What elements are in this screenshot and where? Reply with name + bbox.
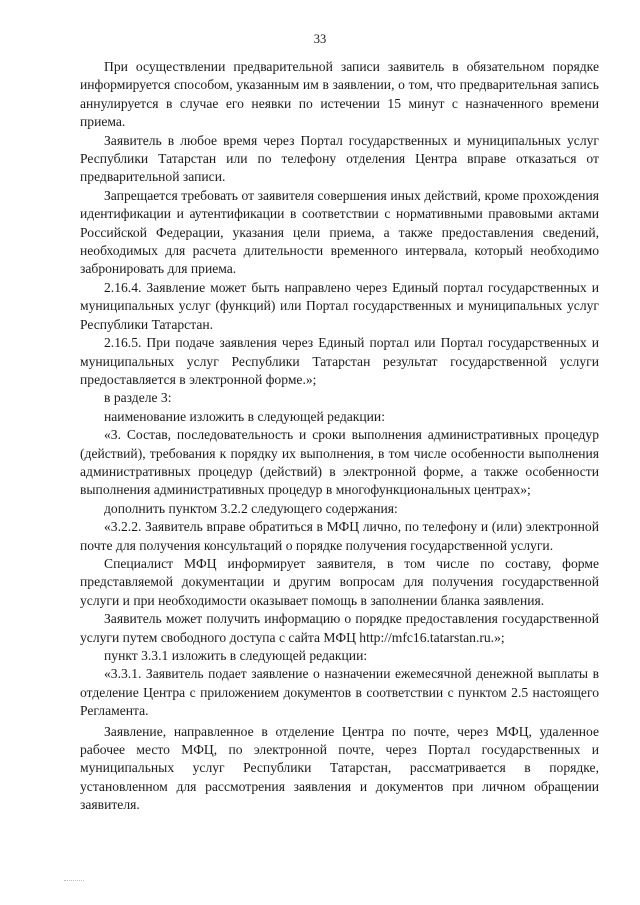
paragraph-section-3: в разделе 3: — [104, 390, 172, 406]
paragraph-3-3-1-instruction: пункт 3.3.1 изложить в следующей редакции: — [104, 648, 368, 663]
paragraph-mfc-website: Заявитель может получить информацию о порядке предоставления государственной услуги путем свободного доступа с сайта МФЦ http://mfc16.tatarstan.ru.»; — [80, 611, 599, 645]
paragraph-2-16-4: 2.16.4. Заявление может быть направлено через Единый портал государственных и муниципальных услуг (функций) или Портал государственных и муниципальных услуг Республики Татарстан. — [80, 279, 599, 332]
paragraph-mfc-specialist: Специалист МФЦ информирует заявителя, в том числе по составу, форме представляемой документации и другим вопросам для получения государственной услуги и при необходимости оказывает помощь в заполнении бланка заявления. — [80, 555, 599, 608]
paragraph-heading-instruction: наименование изложить в следующей редакции: — [104, 408, 385, 424]
paragraph-preliminary-record: При осуществлении предварительной записи заявитель в обязательном порядке информируется способом, указанным им в заявлении, о том, что предварительная запись аннулируется в случае его неявки по истечении 15 минут с назначенного времени приема. — [80, 59, 599, 130]
paragraph-cancel-record: Заявитель в любое время через Портал государственных и муниципальных услуг Республики Татарстан или по телефону отделения Центра вправе отказаться от предварительной записи. — [80, 132, 599, 185]
paragraph-prohibition: Запрещается требовать от заявителя совершения иных действий, кроме прохождения идентификации и аутентификации в соответствии с нормативными правовыми актами Российской Федерации, указания цели приема, а также предоставления сведений, необходимых для расчета длительности временного интервала, который необходимо забронировать для приема. — [80, 187, 599, 277]
scan-artifact — [64, 880, 84, 884]
page-number: 33 — [313, 32, 327, 46]
paragraph-section-3-title: «3. Состав, последовательность и сроки выполнения административных процедур (действий), требования к порядку их выполнения, в том числе особенности выполнения административных процедур (действий) в электронной форме, а также особенности выполнения административных процедур в многофункциональных центрах»; — [80, 427, 599, 498]
paragraph-3-2-2: «3.2.2. Заявитель вправе обратиться в МФЦ лично, по телефону и (или) электронной почте для получения консультаций о порядке получения государственной услуги. — [80, 519, 599, 553]
paragraph-add-3-2-2: дополнить пунктом 3.2.2 следующего содержания: — [104, 500, 398, 516]
paragraph-application-routes: Заявление, направленное в отделение Центра по почте, через МФЦ, удаленное рабочее место МФЦ, по электронной почте, через Портал государственных и муниципальных услуг Республики Татарстан, рассматривается в порядке, установленном для рассмотрения заявления и документов при личном обращении заявителя. — [80, 723, 599, 813]
paragraph-2-16-5: 2.16.5. При подаче заявления через Единый портал или Портал государственных и муниципальных услуг Республики Татарстан результат государственной услуги предоставляется в электронной форме.»; — [80, 335, 599, 387]
document-body — [80, 58, 599, 815]
paragraph-3-3-1: «3.3.1. Заявитель подает заявление о назначении ежемесячной денежной выплаты в отделение Центра с приложением документов в соответствии с пунктом 2.5 настоящего Регламента. — [80, 666, 599, 719]
